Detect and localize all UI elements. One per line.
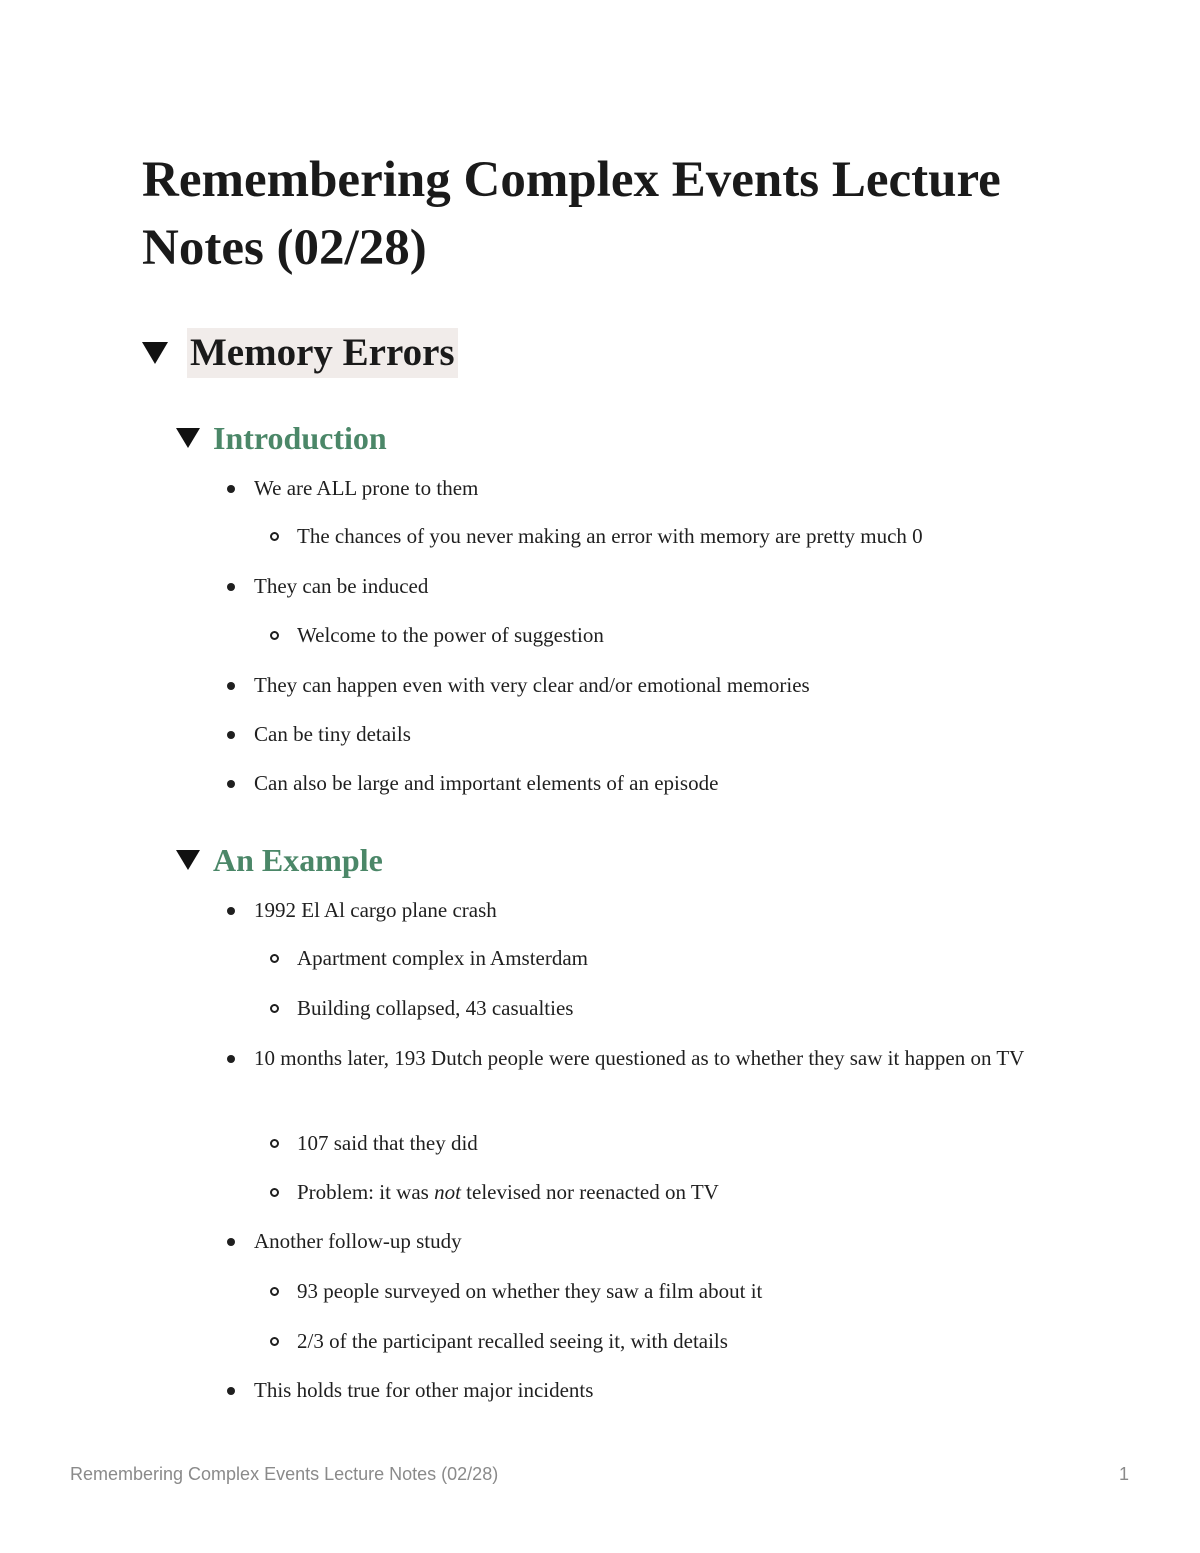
- list-item: 93 people surveyed on whether they saw a film about it: [297, 1274, 1057, 1309]
- list-item: They can be induced: [254, 569, 1064, 604]
- list-item-text: televised nor reenacted on TV: [460, 1180, 719, 1204]
- subsection-toggle-introduction[interactable]: [176, 418, 387, 458]
- subsection-heading: An Example: [213, 842, 383, 878]
- triangle-down-icon[interactable]: [176, 850, 200, 870]
- list-item: 10 months later, 193 Dutch people were questioned as to whether they saw it happen on TV: [254, 1041, 1064, 1076]
- subsection-heading: Introduction: [213, 420, 387, 456]
- page-title: Remembering Complex Events Lecture Notes (02/28): [142, 152, 1001, 276]
- list-item: They can happen even with very clear and/or emotional memories: [254, 668, 1064, 703]
- section-heading: Memory Errors: [187, 328, 458, 378]
- list-item: This holds true for other major incidents: [254, 1373, 1064, 1408]
- list-item: We are ALL prone to them: [254, 471, 1064, 506]
- page-number: 1: [1118, 1464, 1129, 1484]
- list-item: 107 said that they did: [297, 1126, 1057, 1161]
- list-item-text: Problem: it was: [297, 1180, 435, 1204]
- emphasis-text: not: [434, 1180, 461, 1204]
- list-item: The chances of you never making an error with memory are pretty much 0: [297, 519, 1057, 554]
- list-item: 1992 El Al cargo plane crash: [254, 893, 1064, 928]
- triangle-down-icon[interactable]: [176, 428, 200, 448]
- section-toggle-memory-errors[interactable]: [142, 328, 458, 378]
- footer-title: Remembering Complex Events Lecture Notes (02/28): [70, 1464, 499, 1484]
- list-item: Can be tiny details: [254, 717, 1064, 752]
- list-item: Can also be large and important elements of an episode: [254, 766, 1064, 801]
- list-item: Another follow-up study: [254, 1224, 1064, 1259]
- list-item: [297, 1175, 1057, 1210]
- list-item: Apartment complex in Amsterdam: [297, 941, 1057, 976]
- list-item: Building collapsed, 43 casualties: [297, 991, 1057, 1026]
- subsection-toggle-an-example[interactable]: [176, 840, 383, 880]
- triangle-down-icon[interactable]: [142, 342, 168, 364]
- list-item: Welcome to the power of suggestion: [297, 618, 1057, 653]
- list-item: 2/3 of the participant recalled seeing it, with details: [297, 1324, 1057, 1359]
